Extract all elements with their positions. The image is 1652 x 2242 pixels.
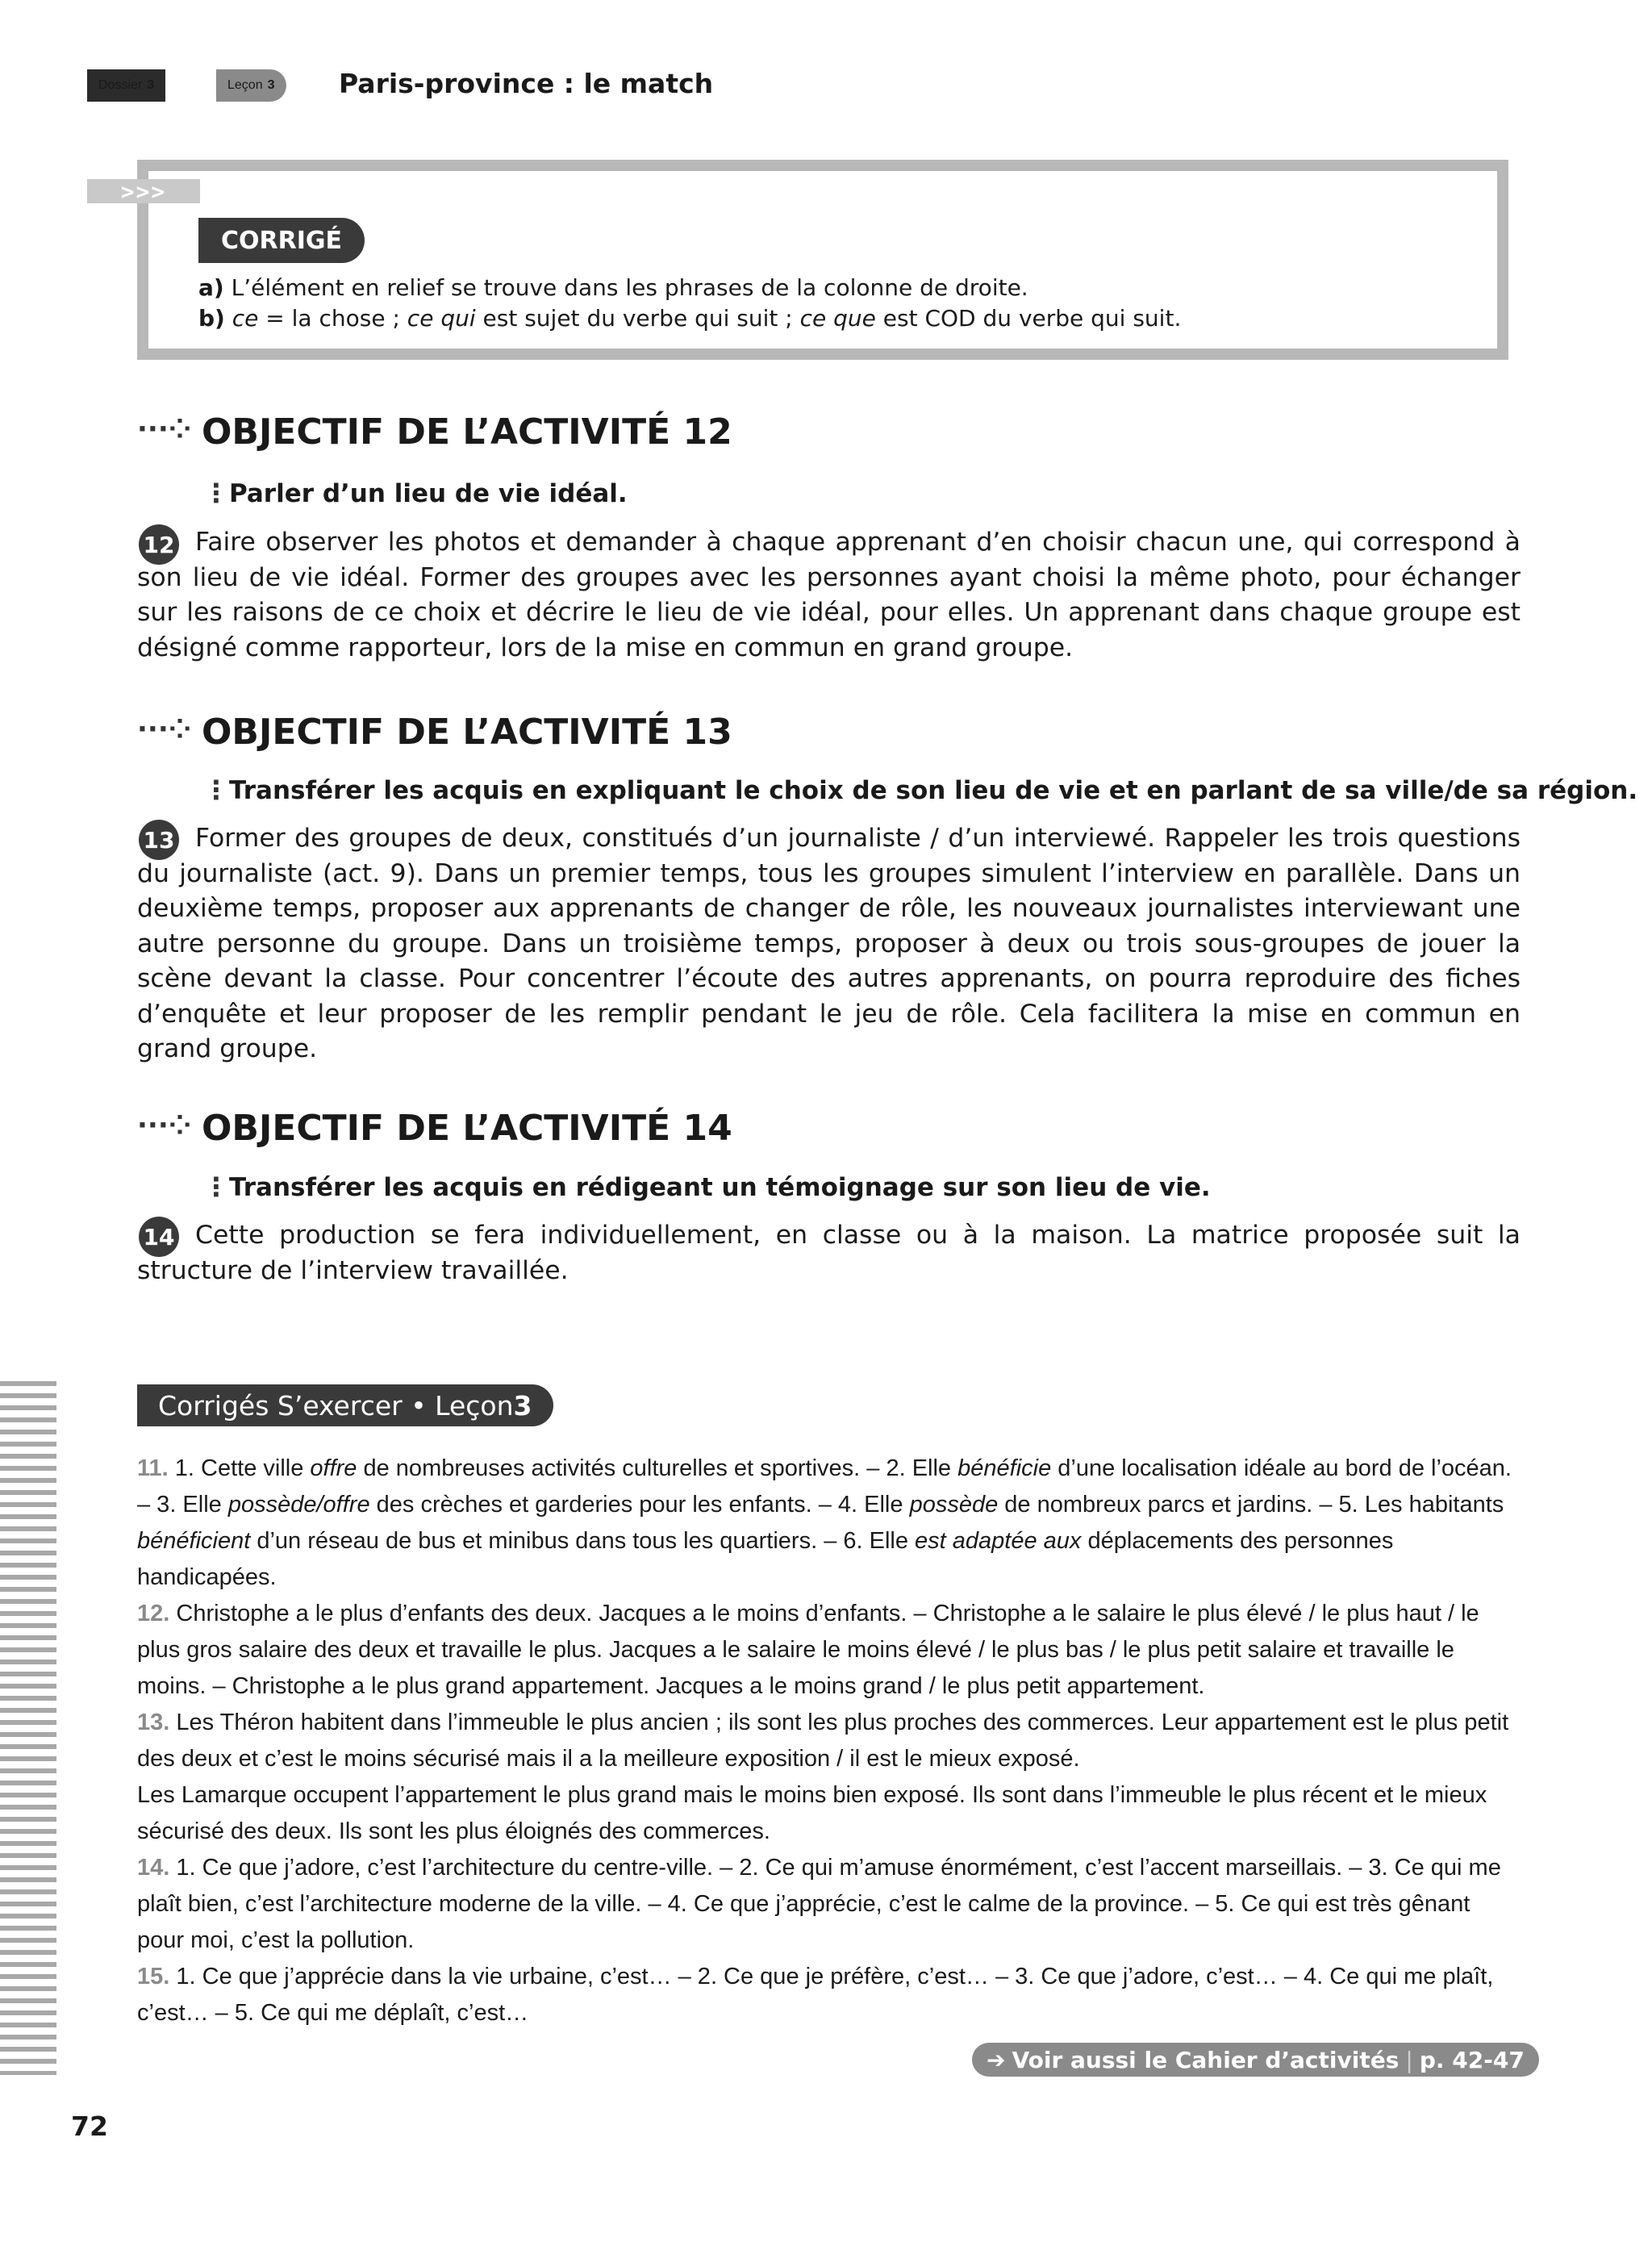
decorative-stripes: [0, 1381, 56, 2075]
activity-number-14: 14: [139, 1217, 179, 1257]
answer-number: 11.: [137, 1455, 169, 1481]
vertical-dots-icon: ⋮: [203, 1171, 229, 1202]
answer-number: 12.: [137, 1601, 170, 1626]
sexercer-title: [137, 1384, 553, 1426]
objective-text-13: [137, 821, 1521, 1067]
objective-sub-14-text: Transférer les acquis en rédigeant un témoignage sur son lieu de vie.: [229, 1173, 1211, 1202]
voir-aussi-separator: |: [1405, 2046, 1413, 2073]
objective-text-12: [137, 525, 1521, 666]
activity-number-12: 12: [139, 524, 179, 565]
sexercer-answers: [137, 1451, 1521, 2031]
objective-arrow-icon: ···⁘: [137, 713, 192, 745]
sexercer-title-text: Corrigés S’exercer • Leçon: [158, 1389, 514, 1422]
vertical-dots-icon: ⋮: [203, 478, 229, 508]
voir-aussi-label: Voir aussi le Cahier d’activités: [1012, 2046, 1400, 2073]
vertical-dots-icon: ⋮: [203, 774, 229, 805]
answer-15: 15. 1. Ce que j’apprécie dans la vie urbaine, c’est… – 2. Ce que je préfère, c’est… – 3. Ce que j’adore, c’est… – 4. Ce qui me plaît, c’est… – 5. Ce qui me déplaît, c’est…: [137, 1964, 1494, 2026]
objective-sub-14: [203, 1171, 1211, 1202]
corrige-b-prefix: b): [198, 305, 225, 332]
objective-sub-13-text: Transférer les acquis en expliquant le choix de son lieu de vie et en parlant de sa ville/de sa région.: [229, 776, 1638, 805]
objective-text-12-body: Faire observer les photos et demander à chaque apprenant d’en choisir chacun une, qui correspond à son lieu de vie idéal. Former des groupes avec les personnes ayant choisi la même photo, pour échanger sur les raisons de ce choix et décrire le lieu de vie idéal, pour elles. Un apprenant dans chaque groupe est désigné comme rapporteur, lors de la mise en commun en grand groupe.: [137, 528, 1521, 662]
objective-arrow-icon: ···⁘: [137, 413, 192, 445]
answer-number: 14.: [137, 1855, 170, 1881]
lecon-number: 3: [267, 78, 275, 92]
voir-aussi-pages: p. 42-47: [1419, 2046, 1525, 2073]
lecon-label: Leçon: [227, 78, 263, 92]
objective-title-14: OBJECTIF DE L’ACTIVITÉ 14: [202, 1108, 732, 1149]
lecon-badge: [216, 69, 286, 102]
corrige-b-ce: ce: [232, 305, 259, 332]
corrige-b-t2: est sujet du verbe qui suit ;: [475, 305, 800, 332]
sexercer-title-num: 3: [513, 1389, 532, 1422]
page-number: 72: [71, 2110, 108, 2142]
arrows-marker: >>>: [87, 179, 200, 203]
corrige-label: CORRIGÉ: [198, 218, 365, 263]
corrige-b-t3: est COD du verbe qui suit.: [875, 305, 1182, 332]
voir-aussi-link[interactable]: [972, 2043, 1539, 2077]
objective-text-13-body: Former des groupes de deux, constitués d’un journaliste / d’un interviewé. Rappeler les trois questions du journaliste (act. 9). Dans un premier temps, tous les groupes simulent l’interview en parallèle. Dans un deuxième temps, proposer aux apprenants de changer de rôle, les nouveaux journalistes interviewant une autre personne du groupe. Dans un troisième temps, proposer à deux ou trois sous-groupes de jouer la scène devant la classe. Pour concentrer l’écoute des autres apprenants, on pourra reproduire des fiches d’enquête et leur proposer de les remplir pendant le jeu de rôle. Cela facilitera la mise en commun en grand groupe.: [137, 824, 1521, 1063]
answer-13: 13. Les Théron habitent dans l’immeuble le plus ancien ; ils sont les plus proches des commerces. Leur appartement est le plus petit des deux et c’est le moins sécurisé mais il a la meilleure exposition / il est le mieux exposé.: [137, 1710, 1509, 1772]
corrige-b-ceque: ce que: [799, 305, 876, 332]
page-title: Paris-province : le match: [339, 68, 714, 99]
dossier-label: Dossier: [98, 78, 143, 92]
objective-sub-12: [203, 478, 628, 508]
dossier-badge: [87, 69, 165, 102]
answer-number: 13.: [137, 1710, 170, 1735]
answer-14: 14. 1. Ce que j’adore, c’est l’architecture du centre-ville. – 2. Ce qui m’amuse énormément, c’est l’accent marseillais. – 3. Ce qui me plaît bien, c’est l’architecture moderne de la ville. – 4. Ce que j’apprécie, c’est le calme de la province. – 5. Ce qui est très gênant pour moi, c’est la pollution.: [137, 1855, 1501, 1953]
answer-12: 12. Christophe a le plus d’enfants des deux. Jacques a le moins d’enfants. – Christophe a le salaire le plus élevé / le plus haut / le plus gros salaire des deux et travaille le plus. Jacques a le salaire le moins élevé / le plus bas / le plus petit salaire et travaille le moins. – Christophe a le plus grand appartement. Jacques a le moins grand / le plus petit appartement.: [137, 1601, 1479, 1699]
objective-sub-12-text: Parler d’un lieu de vie idéal.: [229, 479, 628, 508]
activity-number-13: 13: [139, 820, 179, 860]
objective-text-14-body: Cette production se fera individuellement, en classe ou à la maison. La matrice proposée suit la structure de l’interview travaillée.: [137, 1221, 1521, 1285]
corrige-a-text: L’élément en relief se trouve dans les phrases de la colonne de droite.: [223, 274, 1028, 301]
objective-sub-13: [203, 774, 1637, 805]
corrige-b-cequi: ce qui: [407, 305, 476, 332]
corrige-line-b: [198, 305, 1181, 332]
dossier-number: 3: [147, 78, 155, 92]
answer-number: 15.: [137, 1964, 170, 1989]
corrige-line-a: [198, 274, 1028, 301]
objective-title-13: OBJECTIF DE L’ACTIVITÉ 13: [202, 712, 732, 753]
corrige-a-prefix: a): [198, 274, 224, 301]
answer-13b: Les Lamarque occupent l’appartement le plus grand mais le moins bien exposé. Ils sont dans l’immeuble le plus récent et le mieux sécurisé des deux. Ils sont les plus éloignés des commerces.: [137, 1782, 1487, 1844]
arrow-right-icon: ➔: [987, 2046, 1006, 2073]
objective-title-12: OBJECTIF DE L’ACTIVITÉ 12: [202, 411, 732, 453]
corrige-b-t1: = la chose ;: [258, 305, 407, 332]
answer-11: 11. 1. Cette ville offre de nombreuses activités culturelles et sportives. – 2. Elle bénéficie d’une localisation idéale au bord de l’océan. – 3. Elle possède/offre des crèches et garderies pour les enfants. – 4. Elle possède de nombreux parcs et jardins. – 5. Les habitants bénéficient d’un réseau de bus et minibus dans tous les quartiers. – 6. Elle est adaptée aux déplacements des personnes handicapées.: [137, 1455, 1512, 1590]
objective-arrow-icon: ···⁘: [137, 1109, 192, 1142]
objective-text-14: [137, 1218, 1521, 1288]
